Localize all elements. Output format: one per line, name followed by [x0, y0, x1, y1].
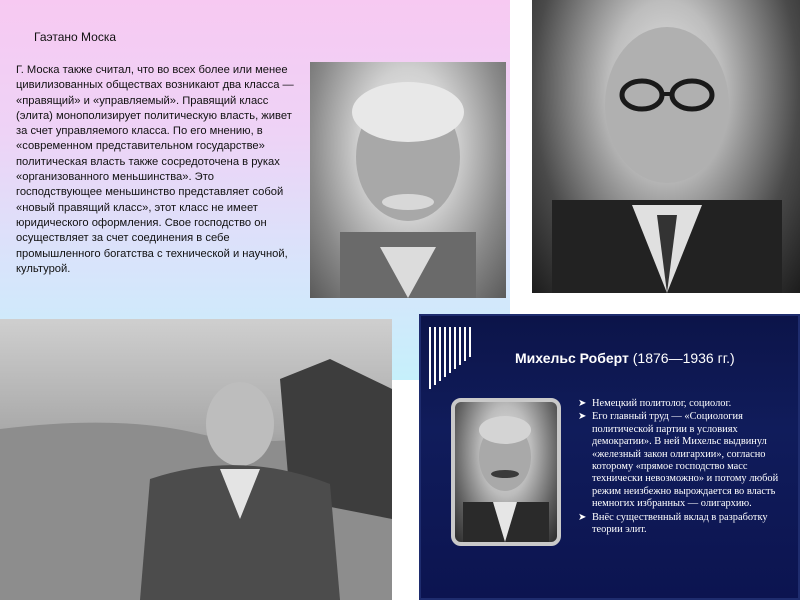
michels-years: (1876—1936 гг.): [632, 350, 735, 366]
portrait-silhouette-icon: [532, 0, 800, 293]
mosca-title: Гаэтано Моска: [34, 30, 117, 44]
portrait-silhouette-icon: [0, 319, 392, 600]
list-item: ➤ Внёс существенный вклад в разработку теории элит.: [578, 511, 768, 536]
arrow-bullet-icon: ➤: [578, 398, 587, 409]
mosca-portrait-photo: [310, 62, 506, 298]
arrow-bullet-icon: ➤: [578, 511, 587, 523]
list-item: ➤ Его главный труд — «Социология политической партии в условиях демократии». В ней Михельс выдвинул «железный закон олигархии», согласно которому «прямое господство масс технически невозможно» и потому любой режим неизбежно вырождается во власть немногих избранных — олигархию.: [578, 411, 779, 510]
michels-name: Михельс Роберт: [515, 350, 629, 366]
outdoor-portrait-photo: [0, 319, 392, 600]
portrait-with-glasses-photo: [532, 0, 800, 293]
michels-bullet-list: [578, 398, 788, 537]
mosca-description: Г. Моска также считал, что во всех более или менее цивилизованных обществах возникают два класса — «правящий» и «управляемый». Правящий класс (элита) монополизирует политическую власть, живет за счет управляемого класса. По его мнению, в «современном представительном государстве» политическая власть также сосредоточена в руках «организованного меньшинства». Это господствующее меньшинство представляет собой «новый правящий класс», этот класс не имеет юридического оформления. Свое господство он осуществляет за счет соединения в себе промышленного богатства с технической и научной, культурой.: [16, 64, 294, 275]
michels-portrait-photo: [451, 398, 561, 546]
arrow-bullet-icon: ➤: [578, 411, 587, 423]
michels-heading: [515, 350, 735, 366]
portrait-silhouette-icon: [310, 62, 506, 298]
list-item: ➤ Немецкий политолог, социолог.: [578, 398, 732, 409]
portrait-silhouette-icon: [455, 402, 557, 542]
decorative-stripes-icon: [428, 327, 476, 389]
